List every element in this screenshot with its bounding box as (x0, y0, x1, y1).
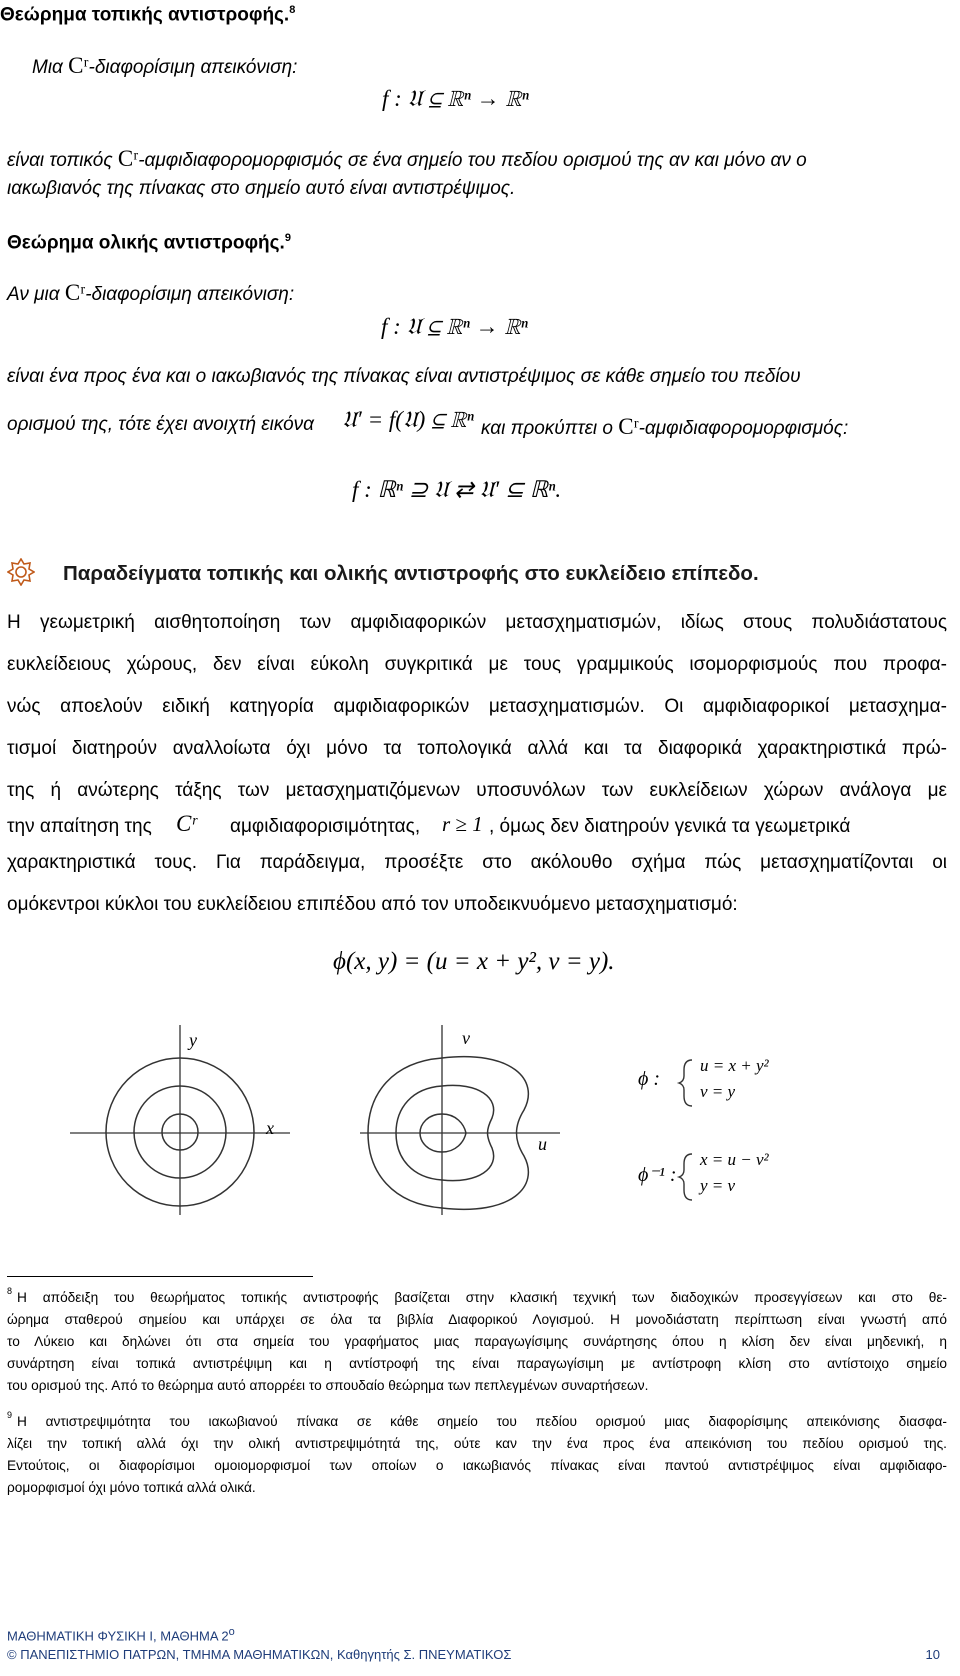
phi-label: ϕ : (638, 1068, 661, 1090)
footer-course-sup: ο (228, 1626, 235, 1638)
right-v-label: v (462, 1028, 470, 1048)
cr-symbol: Cʳ (64, 280, 86, 305)
theorem-local-title (0, 4, 295, 26)
line-text: -αμφιδιαφορομορφισμός σε ένα σημείο του πεδίου ορισμού της αν και μόνο αν ο (138, 150, 807, 171)
page-number: 10 (925, 1647, 940, 1662)
theorem-local-title-text: Θεώρημα τοπικής αντιστροφής. (0, 4, 290, 26)
theorem-global-line3-end (481, 414, 848, 440)
theorem-global-title (7, 232, 291, 254)
phi-inv-eq1: x = u − v² (700, 1150, 769, 1169)
footnote-ref-8: 8 (289, 4, 296, 16)
line-text: Αν μια (7, 284, 60, 305)
gear-ornament-icon (7, 558, 35, 586)
line-text: -διαφορίσιμη απεικόνιση: (88, 57, 298, 78)
footnote-9-number: 9 (7, 1410, 13, 1420)
theorem-global-formula: f : 𝔘 ⊆ ℝⁿ → ℝⁿ (381, 314, 528, 339)
line-text: -διαφορίσιμη απεικόνιση: (85, 284, 295, 305)
theorem-global-title-text: Θεώρημα ολικής αντιστροφής. (7, 232, 285, 254)
cr-symbol: Cʳ (176, 811, 197, 836)
theorem-global-line2: είναι ένα προς ένα και ο ιακωβιανός της πίνακας είναι αντιστρέψιμος σε κάθε σημείο του πεδίου (7, 366, 801, 387)
theorem-local-line2 (7, 146, 807, 172)
theorem-global-formula2: f : ℝⁿ ⊇ 𝔘 ⇄ 𝔘′ ⊆ ℝⁿ. (352, 477, 562, 502)
figure (0, 1020, 960, 1220)
footnote-line: ρομορφισμοί όχι μόνο τοπικά αλλά ολικά. (7, 1480, 256, 1495)
line-text: είναι τοπικός (7, 150, 113, 171)
section-title: Παραδείγματα τοπικής και ολικής αντιστροφής στο ευκλείδειο επίπεδο. (63, 562, 759, 585)
footnote-8-number: 8 (7, 1286, 13, 1296)
footnote-ref-9: 9 (284, 232, 291, 244)
paragraph-line-6a: την απαίτηση της (7, 816, 152, 837)
theorem-local-line1 (32, 53, 297, 79)
paragraph-line: χαρακτηριστικά τους. Για παράδειγμα, προσέξτε στο ακόλουθο σχήμα πώς μετασχηματίζονται οι (7, 852, 947, 873)
cr-symbol: Cʳ (68, 53, 89, 78)
line-text: Μια (32, 57, 63, 78)
line-text: -αμφιδιαφορομορφισμός: (638, 418, 849, 439)
footer-course-text: ΜΑΘΗΜΑΤΙΚΗ ΦΥΣΙΚΗ Ι, ΜΑΘΗΜΑ 2 (7, 1628, 229, 1644)
footer-course (7, 1626, 235, 1643)
paragraph-line: ομόκεντροι κύκλοι του ευκλείδειου επιπέδου από τον υποδεικνυόμενο μετασχηματισμό: (7, 894, 738, 915)
paragraph-line: ευκλείδειους χώρους, δεν είναι εύκολη συγκριτικά με τους γραμμικούς ισομορφισμούς που προφα- (7, 654, 947, 675)
footnote-line: το Λύκειο και δηλώνει ότι στα σημεία του γραφήματος μιας παραγωγίσιμης συνάρτησης όπου η κλίση δεν είναι μηδενική, η (7, 1334, 947, 1349)
footnote-line: ώρημα σταθερού σημείου και υπάρχει σε όλα τα βιβλία Διαφορικού Λογισμού. Η μονοδιάστατη περίπτωση είναι γνωστή από (7, 1312, 947, 1327)
phi-eq1: u = x + y² (700, 1056, 769, 1075)
paragraph-line: της ή ανώτερης τάξης των μετασχηματιζόμενων υποσυνόλων των ευκλείδειων χώρων ανάλογα με (7, 780, 947, 801)
paragraph-line-6c: , όμως δεν διατηρούν γενικά τα γεωμετρικά (489, 816, 851, 837)
theorem-local-formula: f : 𝔘 ⊆ ℝⁿ → ℝⁿ (382, 86, 529, 111)
brace (679, 1154, 692, 1200)
left-y-label: y (189, 1030, 197, 1050)
line-text: και προκύπτει ο (481, 418, 613, 439)
phi-formula: ϕ(x, y) = (u = x + y², v = y). (333, 948, 615, 975)
paragraph-line-6b: αμφιδιαφορισιμότητας, (230, 816, 421, 837)
footnote-line: Εντούτοις, οι διαφορίσιμοι ομοιομορφισμοί των οποίων ο ιακωβιανός πίνακας είναι παντού αντιστρέψιμος είναι αμφιδιαφο- (7, 1458, 947, 1473)
footer-copyright: © ΠΑΝΕΠΙΣΤΗΜΙΟ ΠΑΤΡΩΝ, ΤΜΗΜΑ ΜΑΘΗΜΑΤΙΚΩΝ, Καθηγητής Σ. ΠΝΕΥΜΑΤΙΚΟΣ (7, 1647, 512, 1662)
r-condition: r ≥ 1 (442, 812, 483, 836)
brace (679, 1060, 692, 1106)
phi-inv-label: ϕ⁻¹ : (638, 1164, 677, 1186)
phi-eq2: v = y (700, 1082, 736, 1101)
footnote-separator (7, 1276, 313, 1277)
theorem-local-line3: ιακωβιανός της πίνακας στο σημείο αυτό είναι αντιστρέψιμος. (7, 178, 516, 199)
image-formula: 𝔘′ = f(𝔘) ⊆ ℝⁿ (342, 407, 474, 432)
paragraph-line: τισμοί διατηρούν αναλλοίωτα όχι μόνο τα τοπολογικά αλλά και τα διαφορικά χαρακτηριστικά πρώ- (7, 738, 947, 759)
left-x-label: x (266, 1118, 274, 1138)
cr-symbol: Cʳ (618, 414, 639, 439)
footnote-line: συνάρτηση είναι τοπικά αντιστρέψιμη και η αντίστροφή της είναι παραγωγίσιμη με αντίστροφη κλίση στο αντίστοιχο σημείο (7, 1356, 947, 1371)
theorem-global-line1 (7, 280, 294, 306)
phi-inv-eq2: y = v (700, 1176, 736, 1195)
paragraph-line: νώς αποελούν ειδική κατηγορία αμφιδιαφορικών μετασχηματισμών. Οι αμφιδιαφορικοί μετασχημα- (7, 696, 947, 717)
paragraph-line: Η γεωμετρική αισθητοποίηση των αμφιδιαφορικών μετασχηματισμών, ιδίως στους πολυδιάστατους (7, 612, 947, 633)
theorem-global-line3 (7, 414, 314, 436)
footnote-line: λίζει την τοπική αλλά όχι την ολική αντιστρεψιμότητά της, ούτε καν την ένα προς ένα απεικόνιση του πεδίου ορισμού της. (7, 1436, 947, 1451)
line-text: ορισμού της, τότε έχει ανοιχτή εικόνα (7, 414, 315, 435)
footnote-line: του ορισμού της. Από το θεώρημα αυτό απορρέει το σπουδαίο θεώρημα των πεπλεγμένων συναρτήσεων. (7, 1378, 649, 1393)
footnote-line: Η αντιστρεψιμότητα του ιακωβιανού πίνακα σε κάθε σημείο του πεδίου ορισμού μιας διαφορίσιμης απεικόνισης διασφα- (17, 1414, 947, 1429)
right-u-label: u (538, 1134, 547, 1154)
cr-symbol: Cʳ (117, 146, 139, 171)
footnote-line: Η απόδειξη του θεωρήματος τοπικής αντιστροφής βασίζεται στην κλασική τεχνική των διαδοχικών προσεγγίσεων και στο θε- (17, 1290, 947, 1305)
